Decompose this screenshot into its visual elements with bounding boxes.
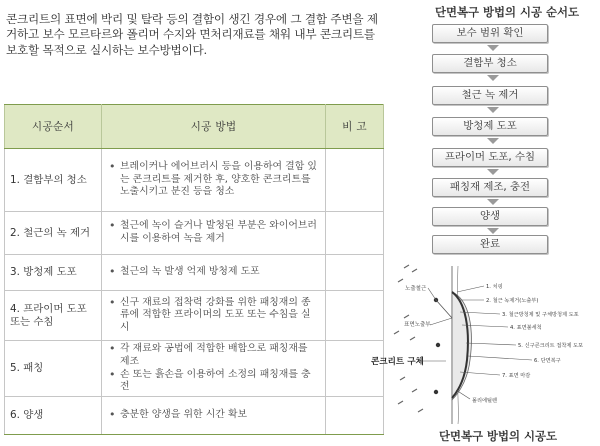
row-note (326, 149, 384, 212)
method-item: • 손 또는 흙손을 이용하여 소정의 패칭재를 충전 (107, 369, 320, 394)
table-row (5, 255, 384, 291)
header-step: 시공순서 (5, 105, 102, 149)
table-row (5, 341, 384, 397)
intro-paragraph: 콘크리트의 표면에 박리 및 탈락 등의 결함이 생긴 경우에 그 결함 주변을 제거하고 보수 모르타르와 폴리머 수지와 면처리재료를 채워 내부 콘크리트를 보호할 목적으로 실시하는 보수방법이다. (6, 12, 378, 57)
header-method: 시공 방법 (102, 105, 326, 149)
label-exposed-rebar: 노출철근 (405, 286, 427, 292)
section-repair-diagram (360, 262, 600, 426)
flow-arrow-icon (487, 138, 499, 144)
flow-arrow-icon (487, 169, 499, 175)
label-concrete-body: 콘크리트 구체 (371, 357, 424, 367)
flow-step-1: 보수 범위 확인 (432, 24, 548, 43)
flow-step-8: 완료 (432, 235, 548, 254)
row-step: 2. 철근의 녹 제거 (5, 212, 102, 255)
flow-arrow-icon (487, 45, 499, 51)
row-method (102, 397, 326, 435)
flow-arrow-icon (487, 228, 499, 234)
method-item: • 브레이커나 에어브러시 등을 이용하여 결함 있는 콘크리트를 제거한 후, 양호한 콘크리트를 노출시키고 분진 등을 청소 (107, 161, 320, 199)
row-step: 1. 결함부의 청소 (5, 149, 102, 212)
flow-step-7: 양생 (432, 207, 548, 226)
row-step: 6. 양생 (5, 397, 102, 435)
label-step-2: 2. 철근 녹제거(노출부) (486, 298, 539, 304)
method-item: • 신구 재료의 접착력 강화를 위한 패칭재의 종류에 적합한 프라이머의 도포 또는 수침을 실시 (107, 297, 320, 335)
row-method (102, 291, 326, 341)
row-step: 4. 프라이머 도포 또는 수침 (5, 291, 102, 341)
row-method (102, 212, 326, 255)
row-note (326, 212, 384, 255)
label-step-7: 7. 표면 마감 (502, 373, 531, 379)
method-item: • 철근의 녹 발생 억제 방청제 도포 (107, 266, 320, 279)
method-item: • 철근에 녹이 슬거나 발청된 부분은 와이어브러시를 이용하여 녹을 제거 (107, 220, 320, 245)
row-step: 5. 패칭 (5, 341, 102, 397)
method-item: • 각 재료와 공법에 적합한 배합으로 패칭재를 제조 (107, 343, 320, 368)
flow-step-5: 프라이머 도포, 수침 (432, 148, 548, 167)
label-step-4: 4. 표면불세척 (510, 325, 542, 331)
flow-arrow-icon (487, 199, 499, 205)
label-bottom: 폴리에틸렌 (472, 398, 498, 404)
rebar-dot (434, 390, 438, 394)
label-step-5: 5. 신구콘크리트 접착제 도포 (518, 343, 584, 349)
flow-step-3: 철근 녹 제거 (432, 86, 548, 105)
label-step-1: 1. 치핑 (486, 284, 503, 290)
rebar-line (436, 300, 452, 318)
table-row (5, 212, 384, 255)
label-step-3: 3. 철근방청제 및 구체방청제 도포 (502, 312, 579, 318)
flow-arrow-icon (487, 75, 499, 81)
table-row (5, 149, 384, 212)
rebar-dot (436, 343, 440, 347)
table-row (5, 291, 384, 341)
row-method (102, 255, 326, 291)
procedure-table (4, 104, 384, 435)
flow-arrow-icon (487, 107, 499, 113)
flow-step-2: 결함부 청소 (432, 54, 548, 73)
flow-step-6: 패칭재 제조, 충전 (432, 178, 548, 197)
header-note: 비 고 (326, 105, 384, 149)
method-item: • 충분한 양생을 위한 시간 확보 (107, 409, 320, 422)
table-header-row (5, 105, 384, 149)
table-row (5, 397, 384, 435)
flowchart-title: 단면복구 방법의 시공 순서도 (435, 5, 579, 19)
diagram-title: 단면복구 방법의 시공도 (439, 429, 557, 443)
label-step-6: 6. 단면복구 (534, 358, 561, 364)
label-surface-exposed: 표면노출부 (404, 322, 431, 328)
row-step: 3. 방청제 도포 (5, 255, 102, 291)
row-method (102, 149, 326, 212)
row-method (102, 341, 326, 397)
flow-step-4: 방청제 도포 (432, 117, 548, 136)
